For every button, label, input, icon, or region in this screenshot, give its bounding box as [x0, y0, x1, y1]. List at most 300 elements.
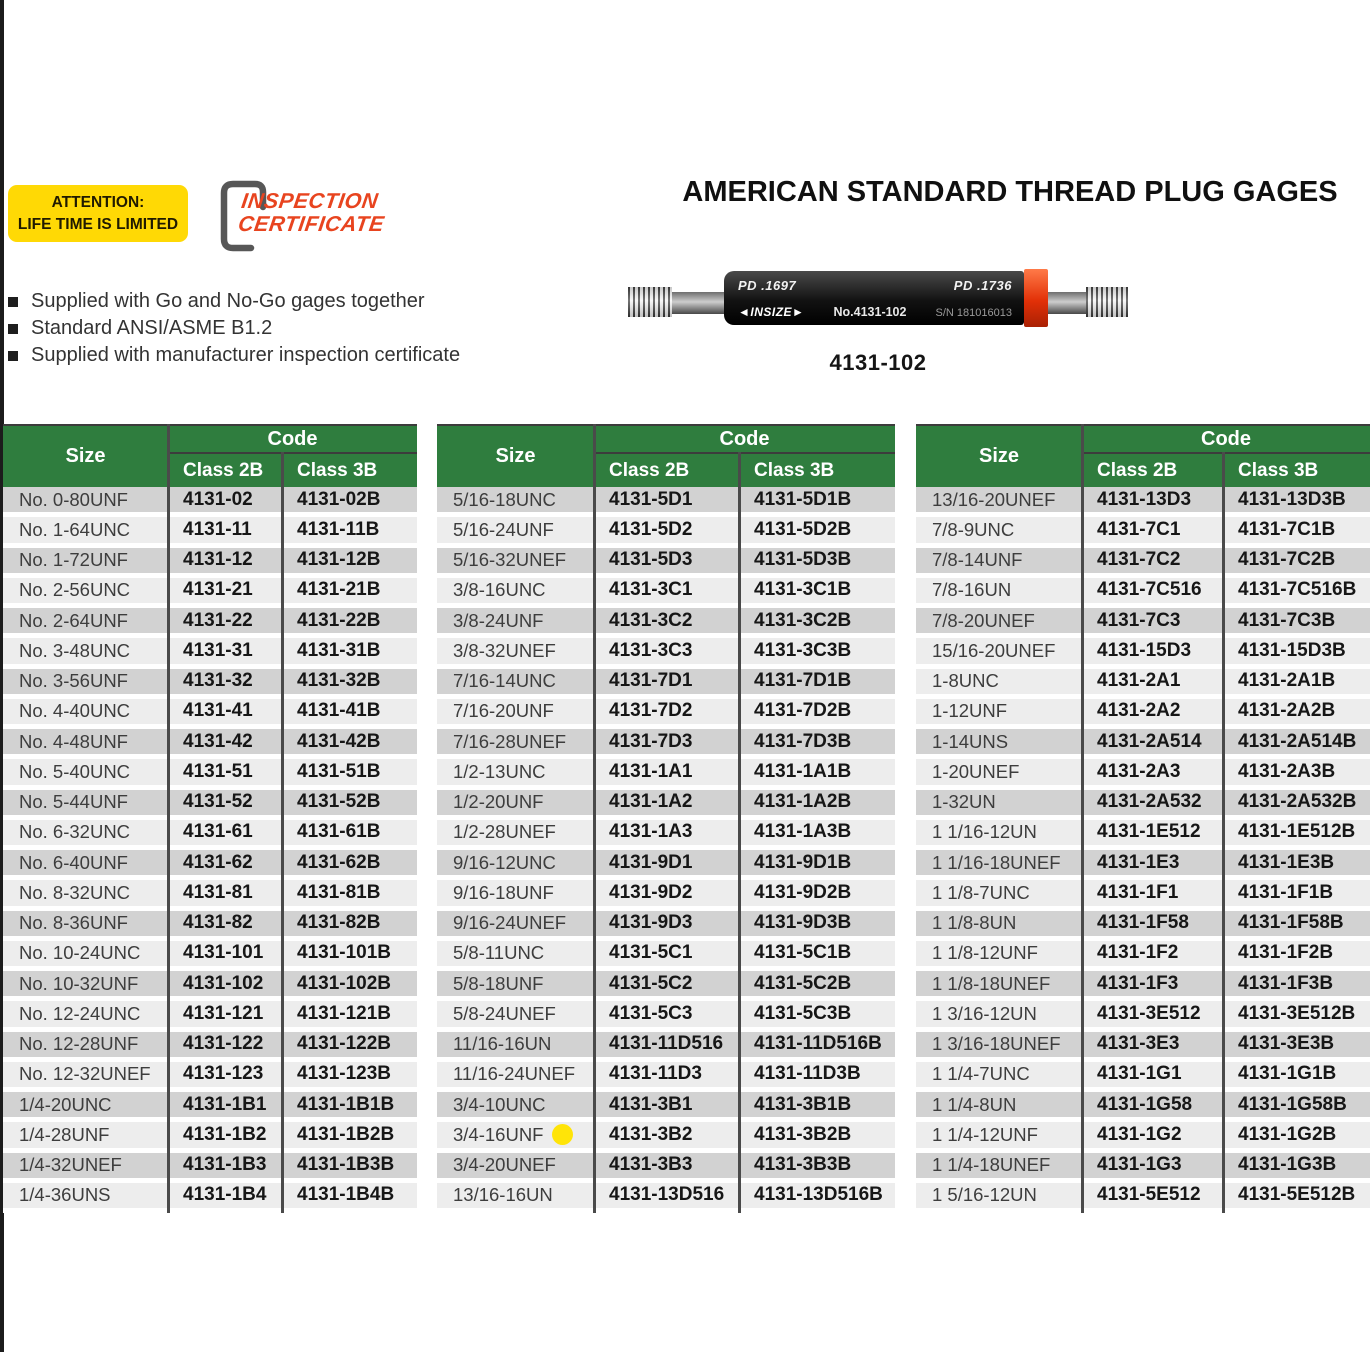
class-2b-code-cell: 4131-32 [183, 670, 253, 692]
size-text: No. 4-48UNF [19, 730, 128, 752]
table-row [916, 1062, 1370, 1092]
class-2b-code-cell: 4131-1G3 [1097, 1154, 1182, 1176]
table-row [3, 1092, 417, 1122]
table-row [3, 608, 417, 638]
size-cell [916, 731, 1082, 753]
column-header-size: Size [495, 445, 536, 467]
size-cell [3, 519, 168, 541]
size-cell [3, 973, 168, 995]
size-cell [437, 942, 594, 964]
table-row [3, 729, 417, 759]
class-2b-code-cell: 4131-3E3 [1097, 1033, 1180, 1055]
class-3b-code-cell: 4131-41B [297, 700, 381, 722]
class-2b-code-cell: 4131-1E512 [1097, 821, 1201, 843]
class-3b-code-cell: 4131-3B3B [754, 1154, 852, 1176]
size-text: 1 5/16-12UN [932, 1184, 1037, 1206]
size-text: 1/4-36UNS [19, 1184, 111, 1206]
class-2b-code-cell: 4131-5D1 [609, 488, 693, 510]
size-text: 1/4-28UNF [19, 1123, 110, 1145]
size-cell [916, 942, 1082, 964]
table-row [3, 638, 417, 668]
class-3b-code-cell: 4131-5D1B [754, 488, 852, 510]
class-2b-code-cell: 4131-2A532 [1097, 791, 1202, 813]
size-cell [437, 610, 594, 632]
feature-bullet-list [8, 288, 460, 369]
class-3b-code-cell: 4131-81B [297, 881, 381, 903]
class-3b-code-cell: 4131-2A1B [1238, 670, 1336, 692]
column-header-class-2b: Class 2B [183, 459, 264, 481]
size-cell [437, 1154, 594, 1176]
size-text: 9/16-24UNEF [453, 912, 567, 934]
table-row [437, 487, 895, 517]
bullet-text: Supplied with manufacturer inspection certificate [31, 344, 461, 366]
size-cell [3, 549, 168, 571]
table-row [437, 1001, 895, 1031]
size-cell [437, 1094, 594, 1116]
class-2b-code-cell: 4131-12 [183, 549, 253, 571]
table-row [437, 729, 895, 759]
class-3b-code-cell: 4131-3E3B [1238, 1033, 1335, 1055]
size-text: 1 1/8-8UN [932, 912, 1017, 934]
class-2b-code-cell: 4131-5C1 [609, 942, 693, 964]
class-2b-code-cell: 4131-9D2 [609, 881, 693, 903]
class-3b-code-cell: 4131-3B1B [754, 1093, 852, 1115]
size-cell [3, 761, 168, 783]
class-3b-code-cell: 4131-5C1B [754, 942, 852, 964]
class-2b-code-cell: 4131-42 [183, 730, 253, 752]
size-text: 1-8UNC [932, 670, 999, 692]
class-3b-code-cell: 4131-121B [297, 1002, 392, 1024]
size-text: No. 2-56UNC [19, 579, 131, 601]
class-2b-code-cell: 4131-1G1 [1097, 1063, 1182, 1085]
size-cell [3, 1033, 168, 1055]
table-row [916, 1153, 1370, 1183]
class-2b-code-cell: 4131-7D2 [609, 700, 693, 722]
class-3b-code-cell: 4131-1E512B [1238, 821, 1356, 843]
class-3b-code-cell: 4131-1B3B [297, 1154, 395, 1176]
class-2b-code-cell: 4131-1B2 [183, 1123, 267, 1145]
size-cell [437, 489, 594, 511]
table-row [437, 578, 895, 608]
class-2b-code-cell: 4131-2A3 [1097, 760, 1181, 782]
bullet-square-icon [8, 351, 18, 361]
size-cell [916, 1033, 1082, 1055]
size-cell [437, 973, 594, 995]
class-3b-code-cell: 4131-3C2B [754, 609, 852, 631]
class-2b-code-cell: 4131-11D516 [609, 1033, 724, 1055]
size-text: No. 5-40UNC [19, 760, 131, 782]
class-3b-code-cell: 4131-02B [297, 488, 381, 510]
table-row [437, 608, 895, 638]
class-2b-code-cell: 4131-102 [183, 972, 264, 994]
class-2b-code-cell: 4131-21 [183, 579, 253, 601]
table-row [3, 517, 417, 547]
size-cell [916, 852, 1082, 874]
size-text: 1 1/4-18UNEF [932, 1154, 1051, 1176]
table-row [437, 699, 895, 729]
class-2b-code-cell: 4131-1E3 [1097, 851, 1180, 873]
size-text: 9/16-12UNC [453, 851, 556, 873]
size-text: 1/2-28UNEF [453, 821, 556, 843]
class-2b-code-cell: 4131-02 [183, 488, 253, 510]
size-cell [3, 791, 168, 813]
table-row [916, 971, 1370, 1001]
class-3b-code-cell: 4131-5D3B [754, 549, 852, 571]
class-2b-code-cell: 4131-3E512 [1097, 1002, 1201, 1024]
class-2b-code-cell: 4131-3B3 [609, 1154, 693, 1176]
table-row [437, 790, 895, 820]
size-text: 7/16-20UNF [453, 700, 554, 722]
table-row [916, 759, 1370, 789]
class-2b-code-cell: 4131-121 [183, 1002, 264, 1024]
table-row [437, 1032, 895, 1062]
bullet-text: Standard ANSI/ASME B1.2 [31, 317, 273, 339]
gage-pd-left-label: PD .1697 [738, 278, 797, 293]
table-row [3, 1183, 417, 1213]
column-header-class-3b: Class 3B [297, 459, 378, 481]
table-row [437, 971, 895, 1001]
class-2b-code-cell: 4131-1B3 [183, 1154, 267, 1176]
column-header-size: Size [65, 445, 106, 467]
class-3b-code-cell: 4131-62B [297, 851, 381, 873]
class-2b-code-cell: 4131-123 [183, 1063, 264, 1085]
class-3b-code-cell: 4131-101B [297, 942, 392, 964]
size-text: No. 1-72UNF [19, 549, 128, 571]
class-2b-code-cell: 4131-13D516 [609, 1184, 725, 1206]
size-text: 7/8-20UNEF [932, 609, 1035, 631]
class-3b-code-cell: 4131-1G2B [1238, 1123, 1337, 1145]
class-2b-code-cell: 4131-5D2 [609, 518, 693, 540]
class-3b-code-cell: 4131-7D3B [754, 730, 852, 752]
size-cell [916, 700, 1082, 722]
column-header-class-3b: Class 3B [754, 459, 835, 481]
size-text: No. 6-32UNC [19, 821, 131, 843]
class-2b-code-cell: 4131-1G58 [1097, 1093, 1193, 1115]
class-3b-code-cell: 4131-123B [297, 1063, 392, 1085]
attention-line2: LIFE TIME IS LIMITED [17, 215, 179, 233]
size-text: 1/2-13UNC [453, 760, 546, 782]
table-row [916, 1122, 1370, 1152]
size-cell [437, 882, 594, 904]
size-text: 11/16-16UN [453, 1033, 552, 1055]
table-row [3, 759, 417, 789]
size-text: No. 6-40UNF [19, 851, 128, 873]
class-3b-code-cell: 4131-52B [297, 791, 381, 813]
class-2b-code-cell: 4131-1F2 [1097, 942, 1179, 964]
class-3b-code-cell: 4131-1B4B [297, 1184, 395, 1206]
size-cell [437, 821, 594, 843]
size-cell [3, 731, 168, 753]
table-row [3, 669, 417, 699]
class-3b-code-cell: 4131-15D3B [1238, 639, 1346, 661]
class-3b-code-cell: 4131-2A514B [1238, 730, 1357, 752]
table-row [3, 487, 417, 517]
size-text: 1 1/4-8UN [932, 1093, 1017, 1115]
bullet-text: Supplied with Go and No-Go gages together [31, 290, 425, 312]
class-2b-code-cell: 4131-82 [183, 912, 253, 934]
size-cell [437, 1033, 594, 1055]
column-header-class-2b: Class 2B [1097, 459, 1178, 481]
gage-red-band [1024, 269, 1048, 327]
table-row [437, 517, 895, 547]
table-divider-2b-3b [1222, 452, 1225, 1213]
table-row [3, 699, 417, 729]
table-row [916, 638, 1370, 668]
class-2b-code-cell: 4131-1A1 [609, 760, 693, 782]
table-row [916, 911, 1370, 941]
class-2b-code-cell: 4131-15D3 [1097, 639, 1192, 661]
class-3b-code-cell: 4131-42B [297, 730, 381, 752]
class-2b-code-cell: 4131-62 [183, 851, 253, 873]
table-body [916, 487, 1370, 1213]
table-row [3, 1062, 417, 1092]
size-text: No. 3-56UNF [19, 670, 128, 692]
class-3b-code-cell: 4131-31B [297, 639, 381, 661]
size-cell [3, 1003, 168, 1025]
size-cell [437, 579, 594, 601]
class-3b-code-cell: 4131-5C2B [754, 972, 852, 994]
size-text: No. 3-48UNC [19, 639, 131, 661]
class-3b-code-cell: 4131-11B [297, 518, 380, 540]
size-cell [437, 1003, 594, 1025]
size-text: No. 10-32UNF [19, 972, 139, 994]
size-cell [437, 761, 594, 783]
size-cell [916, 579, 1082, 601]
class-2b-code-cell: 4131-2A1 [1097, 670, 1181, 692]
table-row [437, 941, 895, 971]
size-cell [3, 1154, 168, 1176]
class-3b-code-cell: 4131-11D3B [754, 1063, 861, 1085]
class-3b-code-cell: 4131-1F58B [1238, 912, 1344, 934]
class-2b-code-cell: 4131-1A2 [609, 791, 693, 813]
size-text: 1 1/4-12UNF [932, 1123, 1038, 1145]
table-divider-2b-3b [738, 452, 741, 1213]
table-row [437, 1062, 895, 1092]
class-3b-code-cell: 4131-1A1B [754, 760, 852, 782]
size-cell [916, 610, 1082, 632]
class-3b-code-cell: 4131-1A3B [754, 821, 852, 843]
class-2b-code-cell: 4131-1B4 [183, 1184, 267, 1206]
size-cell [3, 670, 168, 692]
size-text: 1-12UNF [932, 700, 1008, 722]
bullet-item [8, 315, 460, 342]
table-row [916, 517, 1370, 547]
size-cell [916, 1124, 1082, 1146]
table-row [437, 1092, 895, 1122]
size-cell [916, 973, 1082, 995]
size-text: 5/16-32UNEF [453, 549, 567, 571]
attention-line1: ATTENTION: [51, 193, 145, 211]
column-header-code: Code [594, 426, 895, 454]
size-text: 5/16-18UNC [453, 488, 556, 510]
table-row [3, 578, 417, 608]
table-row [916, 487, 1370, 517]
size-text: 3/4-10UNC [453, 1093, 546, 1115]
class-2b-code-cell: 4131-11D3 [609, 1063, 702, 1085]
size-code-table-1 [3, 424, 417, 1213]
size-text: 1 3/16-12UN [932, 1002, 1037, 1024]
class-3b-code-cell: 4131-7D1B [754, 670, 852, 692]
class-2b-code-cell: 4131-5C3 [609, 1002, 693, 1024]
table-row [3, 1153, 417, 1183]
size-text: 1 1/16-18UNEF [932, 851, 1061, 873]
class-3b-code-cell: 4131-9D2B [754, 881, 852, 903]
size-text: 11/16-24UNEF [453, 1063, 576, 1085]
table-row [437, 1122, 895, 1152]
size-cell [3, 1124, 168, 1146]
size-cell [916, 1063, 1082, 1085]
class-3b-code-cell: 4131-7C516B [1238, 579, 1357, 601]
class-2b-code-cell: 4131-3B2 [609, 1123, 693, 1145]
size-cell [3, 942, 168, 964]
table-row [437, 759, 895, 789]
size-cell [3, 640, 168, 662]
size-text: No. 8-36UNF [19, 912, 128, 934]
size-cell [916, 1184, 1082, 1206]
table-row [437, 850, 895, 880]
table-row [437, 880, 895, 910]
column-header-size: Size [978, 445, 1020, 467]
size-text: 1 3/16-18UNEF [932, 1033, 1061, 1055]
class-3b-code-cell: 4131-2A2B [1238, 700, 1336, 722]
class-3b-code-cell: 4131-1B1B [297, 1093, 395, 1115]
table-header [3, 424, 417, 487]
size-cell [437, 700, 594, 722]
size-text: 1-20UNEF [932, 760, 1020, 782]
bullet-square-icon [8, 324, 18, 334]
class-3b-code-cell: 4131-1G1B [1238, 1063, 1337, 1085]
page-title: AMERICAN STANDARD THREAD PLUG GAGES [682, 176, 1338, 208]
size-text: 1 1/16-12UN [932, 821, 1037, 843]
size-cell [916, 670, 1082, 692]
size-cell [437, 1124, 594, 1146]
class-3b-code-cell: 4131-51B [297, 760, 381, 782]
size-cell [916, 882, 1082, 904]
size-text: 7/8-9UNC [932, 518, 1015, 540]
size-text: No. 12-32UNEF [19, 1063, 151, 1085]
attention-badge [8, 185, 188, 242]
size-text: 5/8-18UNF [453, 972, 544, 994]
size-cell [916, 791, 1082, 813]
bullet-item [8, 342, 460, 369]
table-row [3, 1032, 417, 1062]
size-cell [3, 1063, 168, 1085]
class-2b-code-cell: 4131-1F3 [1097, 972, 1179, 994]
class-2b-code-cell: 4131-9D1 [609, 851, 693, 873]
size-text: 7/16-14UNC [453, 670, 556, 692]
size-cell [3, 489, 168, 511]
size-cell [437, 1063, 594, 1085]
class-2b-code-cell: 4131-122 [183, 1033, 264, 1055]
class-3b-code-cell: 4131-3B2B [754, 1123, 852, 1145]
class-3b-code-cell: 4131-102B [297, 972, 392, 994]
size-text: No. 2-64UNF [19, 609, 128, 631]
size-cell [916, 519, 1082, 541]
class-3b-code-cell: 4131-12B [297, 549, 381, 571]
class-3b-code-cell: 4131-1F1B [1238, 881, 1334, 903]
class-2b-code-cell: 4131-1A3 [609, 821, 693, 843]
size-text: 7/8-16UN [932, 579, 1012, 601]
class-3b-code-cell: 4131-5C3B [754, 1002, 852, 1024]
class-2b-code-cell: 4131-3B1 [609, 1093, 693, 1115]
class-3b-code-cell: 4131-1E3B [1238, 851, 1335, 873]
size-text: 7/8-14UNF [932, 549, 1023, 571]
size-text: 15/16-20UNEF [932, 639, 1056, 661]
table-row [916, 880, 1370, 910]
class-2b-code-cell: 4131-7C1 [1097, 518, 1181, 540]
table-row [3, 971, 417, 1001]
class-3b-code-cell: 4131-3C3B [754, 639, 852, 661]
class-2b-code-cell: 4131-2A2 [1097, 700, 1181, 722]
size-cell [916, 1154, 1082, 1176]
size-cell [437, 912, 594, 934]
size-text: 5/8-11UNC [453, 942, 545, 964]
certificate-line1: INSPECTION [239, 189, 380, 213]
table-divider-2b-3b [281, 452, 284, 1213]
class-2b-code-cell: 4131-1G2 [1097, 1123, 1182, 1145]
class-3b-code-cell: 4131-1F3B [1238, 972, 1334, 994]
class-2b-code-cell: 4131-5D3 [609, 549, 693, 571]
class-2b-code-cell: 4131-101 [183, 942, 264, 964]
table-row [3, 941, 417, 971]
highlight-dot [552, 1124, 573, 1145]
class-3b-code-cell: 4131-7D2B [754, 700, 852, 722]
bullet-item [8, 288, 460, 315]
size-text: No. 12-24UNC [19, 1002, 141, 1024]
gage-pd-right-label: PD .1736 [953, 278, 1012, 293]
gage-go-thread-tip [628, 287, 672, 317]
class-3b-code-cell: 4131-1G58B [1238, 1093, 1347, 1115]
size-text: No. 0-80UNF [19, 488, 128, 510]
class-3b-code-cell: 4131-5E512B [1238, 1184, 1356, 1206]
product-code-caption: 4131-102 [829, 350, 927, 375]
class-2b-code-cell: 4131-51 [183, 760, 253, 782]
class-3b-code-cell: 4131-2A532B [1238, 791, 1357, 813]
class-2b-code-cell: 4131-7D1 [609, 670, 693, 692]
table-row [3, 548, 417, 578]
insize-logo: ◄INSIZE► [738, 305, 805, 319]
size-text: 3/4-16UNF [453, 1123, 544, 1145]
size-cell [437, 852, 594, 874]
size-cell [916, 912, 1082, 934]
class-2b-code-cell: 4131-3C3 [609, 639, 693, 661]
table-row [916, 608, 1370, 638]
class-3b-code-cell: 4131-13D3B [1238, 488, 1346, 510]
size-text: 1-14UNS [932, 730, 1009, 752]
table-row [437, 820, 895, 850]
size-text: 5/16-24UNF [453, 518, 554, 540]
class-2b-code-cell: 4131-9D3 [609, 912, 693, 934]
table-row [3, 790, 417, 820]
gage-right-shaft [1048, 292, 1086, 314]
size-cell [437, 731, 594, 753]
class-3b-code-cell: 4131-1F2B [1238, 942, 1334, 964]
table-row [3, 820, 417, 850]
column-header-class-3b: Class 3B [1238, 459, 1319, 481]
size-text: 9/16-18UNF [453, 881, 554, 903]
table-header [916, 424, 1370, 487]
table-row [916, 1092, 1370, 1122]
table-row [916, 729, 1370, 759]
gage-nogo-thread-tip [1086, 287, 1128, 317]
size-cell [916, 761, 1082, 783]
inspection-certificate-logo [237, 190, 389, 235]
gage-model-label: No.4131-102 [833, 305, 907, 319]
size-cell [3, 610, 168, 632]
class-2b-code-cell: 4131-61 [183, 821, 253, 843]
class-3b-code-cell: 4131-122B [297, 1033, 392, 1055]
table-row [916, 1001, 1370, 1031]
